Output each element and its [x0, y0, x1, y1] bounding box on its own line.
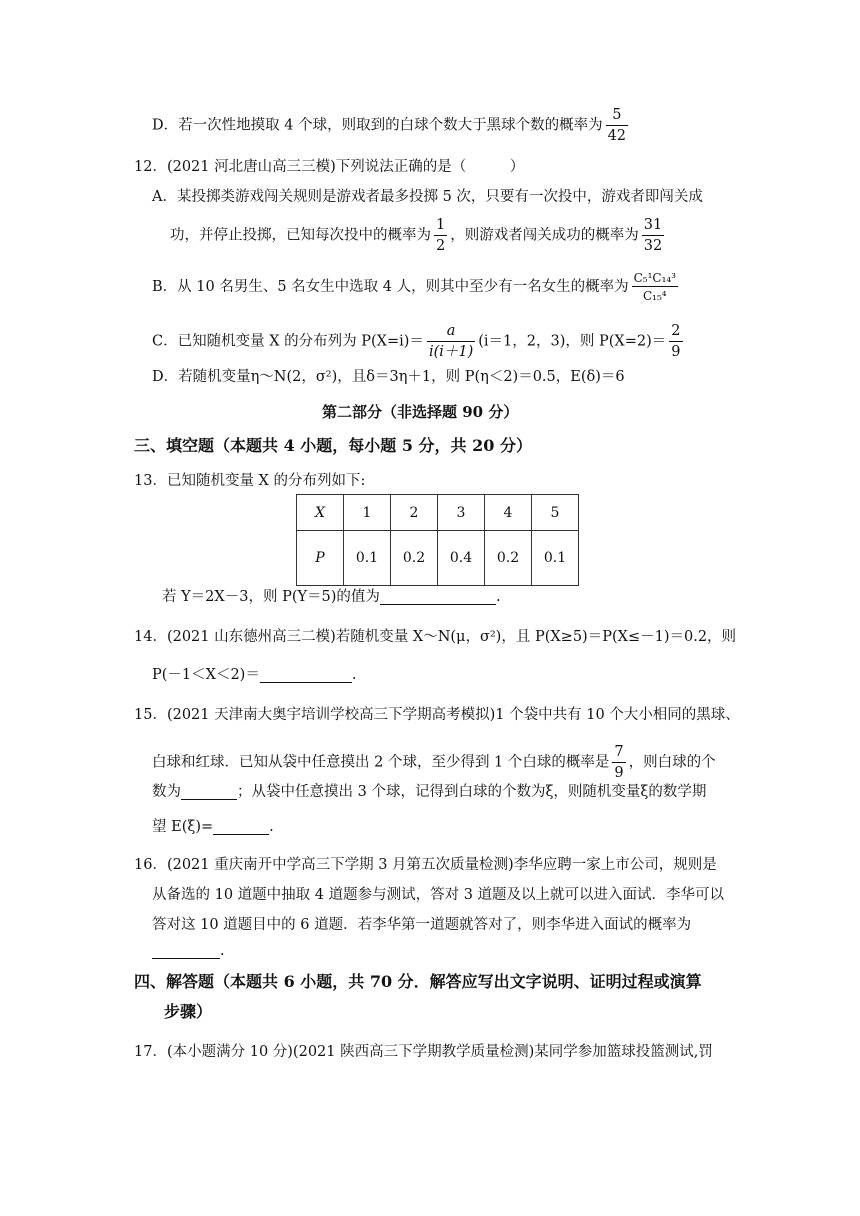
table-cell-p-header: P [297, 531, 344, 586]
q11-d-fraction: $\frac{5}{42}$ [607, 107, 627, 144]
q12-a-fraction-half: $\frac{1}{2}$ [436, 217, 446, 254]
q15-line3: 数为 ；从袋中任意摸出 3 个球，记得到白球的个数为ξ，则随机变量ξ的数学期 [152, 784, 707, 800]
answer-blank[interactable] [152, 957, 220, 959]
q12-option-c: C．已知随机变量 X 的分布列为 P(X=i)＝ $\frac{a}{i(i+1)}$ (i＝1，2，3)，则 P(X=2)＝ $\frac{2}{9}$ [152, 323, 681, 360]
q15-line2: 白球和红球．已知从袋中任意摸出 2 个球，至少得到 1 个白球的概率是 $\frac{7}{9}$ ，则白球的个 [152, 744, 716, 781]
table-row [297, 495, 579, 531]
q13-answer-line: 若 Y＝2X－3，则 P(Y＝5)的值为 . [162, 589, 501, 605]
section4-title-line1: 四、解答题（本题共 6 小题，共 70 分．解答应写出文字说明、证明过程或演算 [134, 972, 702, 991]
table-cell: 0.2 [485, 531, 532, 586]
q12-c-fraction-answer: $\frac{2}{9}$ [671, 323, 681, 360]
table-cell: 5 [532, 495, 579, 531]
q15-line4: 望 E(ξ)= . [152, 819, 274, 835]
q17-line1: 17．(本小题满分 10 分)(2021 陕西高三下学期教学质量检测)某同学参加篮球投篮测试,罚 [134, 1044, 713, 1060]
part2-title: 第二部分（非选择题 90 分） [322, 403, 519, 421]
answer-blank[interactable] [181, 798, 237, 800]
table-cell: 0.4 [438, 531, 485, 586]
q12-c-fraction: $\frac{a}{i(i+1)}$ [428, 323, 474, 360]
table-cell: 0.1 [344, 531, 391, 586]
table-row [297, 531, 579, 586]
q13-distribution-table [296, 494, 579, 586]
answer-blank[interactable] [260, 681, 352, 683]
q13-stem: 13．已知随机变量 X 的分布列如下: [134, 473, 366, 489]
section4-title-line2: 步骤） [164, 1002, 213, 1021]
q12-option-d: D．若随机变量η～N(2，σ²)，且δ＝3η＋1，则 P(η＜2)＝0.5，E(δ)＝6 [152, 369, 625, 385]
q12-stem: 12．(2021 河北唐山高三三模)下列说法正确的是（ ） [134, 159, 525, 175]
table-cell: 4 [485, 495, 532, 531]
section3-title: 三、填空题（本题共 4 小题，每小题 5 分，共 20 分） [134, 436, 532, 455]
q12-option-b: B．从 10 名男生、5 名女生中选取 4 人，则其中至少有一名女生的概率为 $\frac{\text{C₅¹C₁₄³}}{\text{C₁₅⁴}}$ [152, 271, 677, 303]
q12-b-fraction: $\frac{\text{C₅¹C₁₄³}}{\text{C₁₅⁴}}$ [633, 271, 677, 303]
table-cell: 3 [438, 495, 485, 531]
q16-line1: 16．(2021 重庆南开中学高三下学期 3 月第五次质量检测)李华应聘一家上市公司，规则是 [134, 857, 717, 873]
q14-line2: P(－1＜X＜2)＝ . [152, 667, 357, 683]
q12-option-a-line2: 功，并停止投掷，已知每次投中的概率为 $\frac{1}{2}$ ，则游戏者闯关成功的概率为 $\frac{31}{32}$ [170, 217, 663, 254]
q12-option-a-line1: A．某投掷类游戏闯关规则是游戏者最多投掷 5 次，只要有一次投中，游戏者即闯关成 [152, 189, 703, 205]
answer-blank[interactable] [380, 603, 496, 605]
q16-line4: . [152, 944, 225, 959]
table-cell-x-header: X [297, 495, 344, 531]
q16-line3: 答对这 10 道题目中的 6 道题．若李华第一道题就答对了，则李华进入面试的概率为 [152, 917, 692, 933]
q11-option-d: D．若一次性地摸取 4 个球，则取到的白球个数大于黑球个数的概率为 $\frac{5}{42}$ [152, 107, 627, 144]
q12-a-fraction-answer: $\frac{31}{32}$ [643, 217, 663, 254]
q16-line2: 从备选的 10 道题中抽取 4 道题参与测试，答对 3 道题及以上就可以进入面试．李华可以 [152, 887, 725, 903]
q15-fraction: $\frac{7}{9}$ [614, 744, 624, 781]
table-cell: 2 [391, 495, 438, 531]
table-cell: 0.1 [532, 531, 579, 586]
q14-line1: 14．(2021 山东德州高三二模)若随机变量 X～N(μ，σ²)，且 P(X≥5)＝P(X≤－1)＝0.2，则 [134, 629, 737, 645]
table-cell: 0.2 [391, 531, 438, 586]
answer-blank[interactable] [213, 833, 269, 835]
q15-line1: 15．(2021 天津南大奥宇培训学校高三下学期高考模拟)1 个袋中共有 10 个大小相同的黑球、 [134, 707, 740, 723]
table-cell: 1 [344, 495, 391, 531]
